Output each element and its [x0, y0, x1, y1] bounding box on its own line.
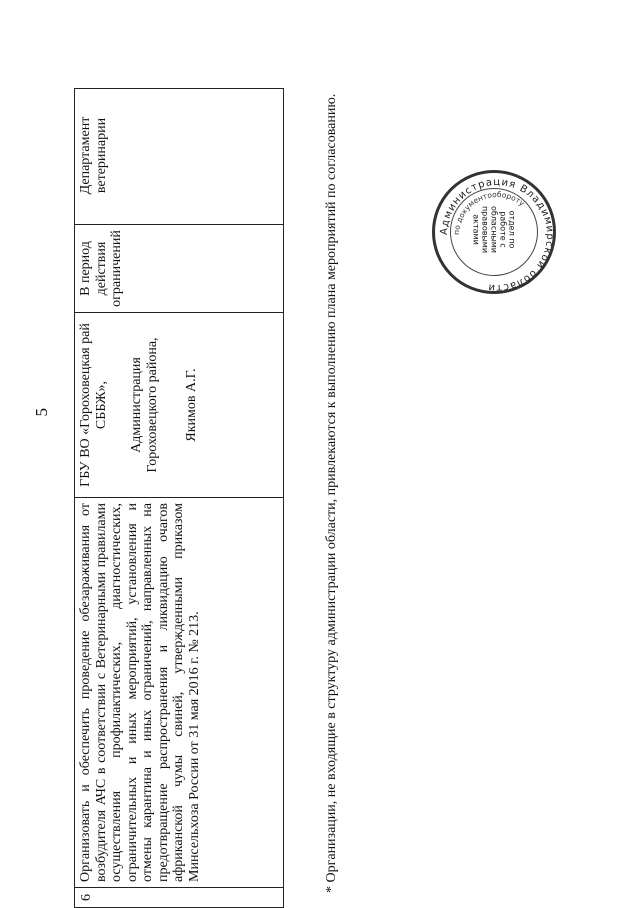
task-cell: Организовать и обеспечить проведение обезараживания от возбудителя АЧС в соответствии с Ветеринарными правилами осуществления профилактических, диагностических, ограничительных и иных мероприятий, установления и отмены карантина и иных ограничений, направленных на предотвращение распространения и ликвидацию очагов африканской чумы свиней, утвержденными приказом Минсельхоза России от 31 мая 2016 г. № 213.: [75, 497, 283, 887]
svg-text:Администрация Владимирской обл: Администрация Владимирской области: [438, 176, 556, 294]
svg-text:по документообороту: по документообороту: [451, 189, 527, 236]
seal-center-text: отдел по работе с обласными правовыми актами: [471, 205, 517, 254]
row-number-cell: 6: [75, 887, 283, 907]
measures-table: [74, 88, 284, 908]
responsible-line-1: ГБУ ВО «Гороховецкая рай СББЖ»,: [78, 323, 109, 487]
organization-cell: Департамент ветеринарии: [78, 116, 109, 195]
page-number: 5: [32, 408, 51, 417]
footnote: * Организации, не входящие в структуру администрации области, привлекаются к выполнению плана мероприятий по согласованию.: [324, 93, 339, 893]
term-cell: В период действия ограничений: [75, 224, 283, 312]
official-seal-stamp: [432, 170, 556, 294]
table-row: [74, 88, 284, 908]
responsible-line-2: Администрация Гороховецкого района,: [129, 337, 160, 473]
responsible-cell: [75, 312, 283, 497]
responsible-line-3: Якимов А.Г.: [184, 368, 199, 442]
